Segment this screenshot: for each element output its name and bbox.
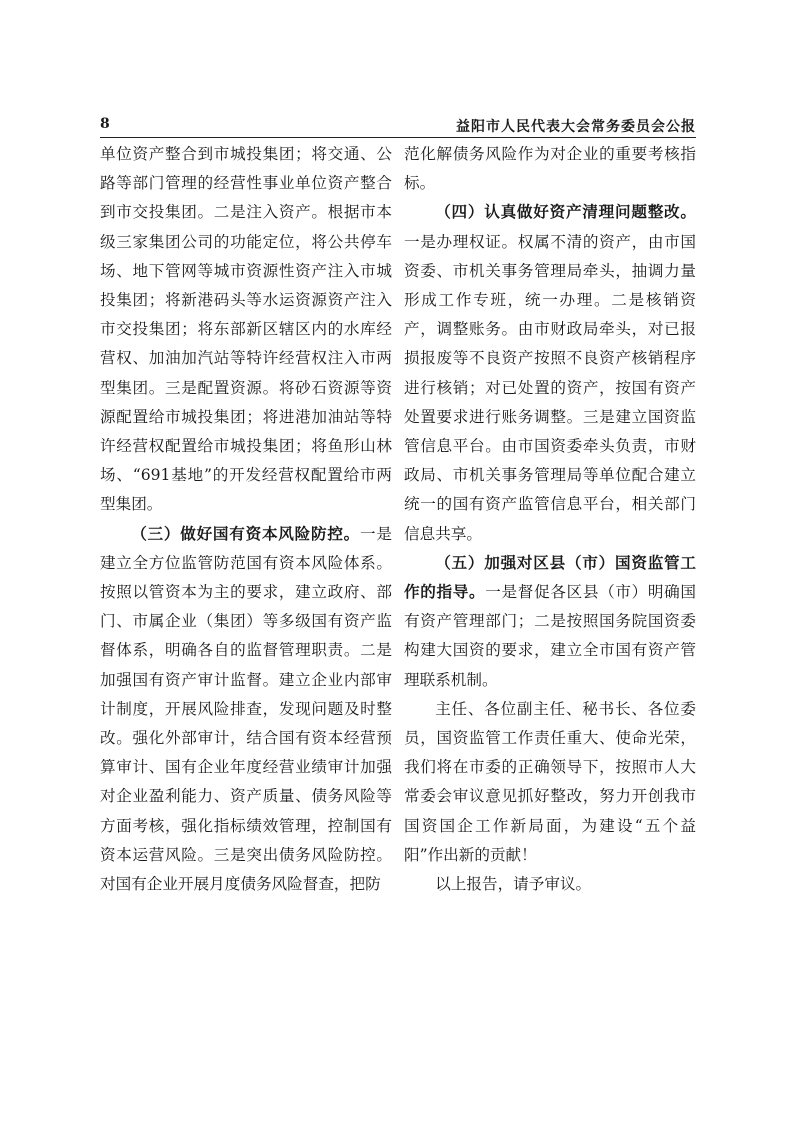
- journal-title: 益阳市人民代表大会常务委员会公报: [456, 119, 696, 135]
- section-5-heading: （五）加强对区县（市）国资监管工作的指导。: [404, 553, 696, 602]
- final-line: 以上报告，请予审议。: [435, 875, 592, 894]
- section-3-body: 一是建立全方位监管防范国有资本风险体系。按照以管资本为主的要求，建立政府、部门、市属企业（集团）等多级国有资产监督体系，明确各自的监督管理职责。二是加强国有资产审计监督。建立企业内部审计制度，开展风险排查，发现问题及时整改。强化外部审计，结合国有资本经营预算审计、国有企业年度经营业绩审计加强对企业盈利能力、资产质量、债务风险等方面考核，强化指标绩效管理，控制国有资本运营风险。三是突出债务风险防控。对国有企业开展月度债务风险督查，把防: [100, 524, 392, 894]
- section-3-heading: （三）做好国有资本风险防控。: [131, 524, 361, 543]
- page-number: 8: [100, 116, 110, 132]
- section-5-paragraph: [404, 549, 696, 695]
- closing-paragraph: 主任、各位副主任、秘书长、各位委员，国资监管工作责任重大、使命光荣，我们将在市委的正确领导下，按照市人大常委会审议意见抓好整改，努力开创我市国资国企工作新局面，为建设“五个益阳”作出新的贡献！: [404, 699, 696, 864]
- right-column: [404, 140, 696, 899]
- header-rule: [100, 137, 696, 138]
- section-4-paragraph: [404, 198, 696, 548]
- section-5-body: 一是督促各区县（市）明确国有资产管理部门；二是按照国务院国资委构建大国资的要求，建立全市国有资产管理联系机制。: [404, 583, 696, 689]
- page-header: [100, 116, 696, 136]
- section-3-paragraph: [100, 520, 392, 900]
- section-4-body: 一是办理权证。权属不清的资产，由市国资委、市机关事务管理局牵头，抽调力量形成工作专班，统一办理。二是核销资产，调整账务。由市财政局牵头，对已报损报废等不良资产按照不良资产核销程序进行核销；对已处置的资产，按国有资产处置要求进行账务调整。三是建立国资监管信息平台。由市国资委牵头负责，市财政局、市机关事务管理局等单位配合建立统一的国有资产监管信息平台，相关部门信息共享。: [404, 232, 696, 543]
- paragraph-continued-right: 范化解债务风险作为对企业的重要考核指标。: [404, 145, 696, 193]
- left-column: [100, 140, 392, 899]
- paragraph-continued: 单位资产整合到市城投集团；将交通、公路等部门管理的经营性事业单位资产整合到市交投集团。二是注入资产。根据市本级三家集团公司的功能定位，将公共停车场、地下管网等城市资源性资产注入市城投集团；将新港码头等水运资源资产注入市交投集团；将东部新区辖区内的水库经营权、加油加汽站等特许经营权注入市两型集团。三是配置资源。将砂石资源等资源配置给市城投集团；将进港加油站等特许经营权配置给市城投集团；将鱼形山林场、“691基地”的开发经营权配置给市两型集团。: [100, 145, 392, 514]
- section-4-heading: （四）认真做好资产清理问题整改。: [435, 203, 696, 222]
